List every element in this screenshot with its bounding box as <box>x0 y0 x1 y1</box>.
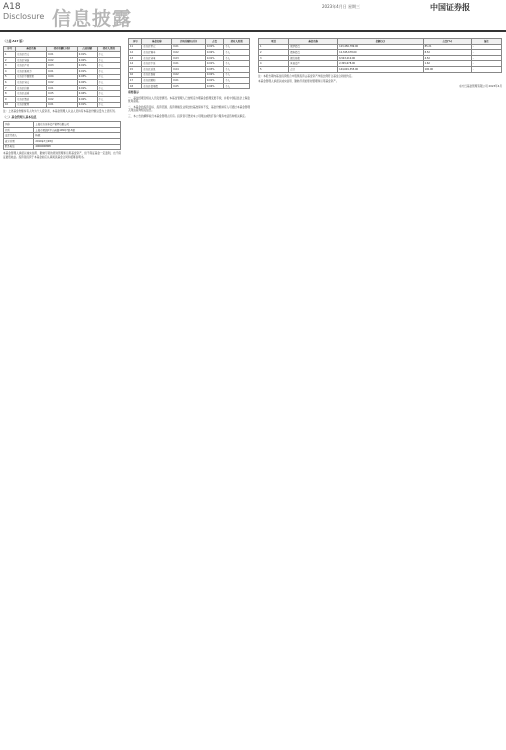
table-cell: 东方红睿玺 <box>142 55 172 61</box>
table-cell: 东方红恒元 <box>142 44 172 50</box>
table-cell: 4 <box>259 61 289 67</box>
left-holdings-table <box>3 46 121 109</box>
table-cell: 18 <box>129 83 142 89</box>
table-row <box>259 66 502 72</box>
table-cell: - <box>471 44 501 50</box>
table-cell: 法定代表人 <box>4 133 34 139</box>
table-cell: 东方红产业 <box>16 63 47 69</box>
table-header-cell: 占总份额 <box>77 46 97 52</box>
manager-info-label: （二）基金管理人基本信息 <box>3 114 37 119</box>
table-row <box>129 83 250 89</box>
table-cell: 14 <box>129 61 142 67</box>
right-note-1: 注：本报告期内基金投资组合中股票投资占基金资产净值比例符合基金合同的约定。 <box>258 74 354 78</box>
table-cell: 0.02 <box>172 50 206 56</box>
table-cell: 0.01% <box>77 52 97 58</box>
table-cell: 杨斌 <box>34 133 121 139</box>
table-cell: - <box>471 61 501 67</box>
table-row <box>4 144 121 150</box>
table-cell: 12 <box>129 50 142 56</box>
table-cell: 0.01% <box>77 85 97 91</box>
table-cell: 5 <box>4 74 16 80</box>
table-cell: 东方红品质 <box>16 91 47 97</box>
table-cell: 银行存款 <box>289 55 338 61</box>
table-cell: 2 <box>259 50 289 56</box>
table-cell: 东方红颐和 <box>142 78 172 84</box>
table-header-cell: 基金名称 <box>289 39 338 45</box>
left-column <box>3 38 121 161</box>
section-english-label: Disclosure <box>3 12 45 21</box>
right-note-2: 本基金管理人承诺以诚实信用、勤勉尽责的原则管理和运用基金资产。 <box>258 79 339 83</box>
table-cell: 0.03 <box>172 55 206 61</box>
table-cell: 个人 <box>224 50 250 56</box>
table-cell: 16 <box>129 72 142 78</box>
header-rule <box>0 30 506 32</box>
table-cell: 0.01% <box>77 102 97 108</box>
table-cell: 0.01% <box>205 61 223 67</box>
section-title: 信息披露 <box>52 8 133 30</box>
table-cell: 个人 <box>224 72 250 78</box>
table-cell: 1.62 <box>423 61 471 67</box>
manager-info-table <box>3 121 121 150</box>
table-cell: 2010年7月28日 <box>34 138 121 144</box>
table-cell: 0.04% <box>77 91 97 97</box>
table-cell: 0.02% <box>205 72 223 78</box>
table-cell: 1 <box>259 44 289 50</box>
table-header-cell: 序号 <box>129 39 142 45</box>
table-cell: 5 <box>259 66 289 72</box>
table-cell: 个人 <box>97 63 121 69</box>
portfolio-table <box>258 38 502 73</box>
table-cell: 东方红信用债 <box>142 83 172 89</box>
left-disclaimer: 本基金管理人承诺以诚实信用、勤勉尽责的原则管理和运用基金资产，但不保证基金一定盈利，也不保证最低收益。投资者投资于本基金前应认真阅读基金合同和招募说明书。 <box>3 152 121 159</box>
table-cell: 0.03% <box>205 66 223 72</box>
table-header-cell: 占比 <box>205 39 223 45</box>
table-cell: 东方红新动力 <box>16 68 47 74</box>
table-cell: 个人 <box>97 96 121 102</box>
table-cell: 个人 <box>97 102 121 108</box>
table-cell: 个人 <box>97 91 121 97</box>
table-cell: 个人 <box>97 85 121 91</box>
table-cell: 0.01 <box>172 44 206 50</box>
table-cell: 7 <box>4 85 16 91</box>
middle-column <box>128 38 250 120</box>
table-cell: 0.05 <box>47 91 78 97</box>
left-note: 注：上述基金份额持有人均为个人投资者，本基金管理人从业人员持有本基金份额总量为上表所列。 <box>3 110 118 114</box>
table-cell: 0.04% <box>205 83 223 89</box>
table-cell: - <box>471 50 501 56</box>
table-cell: 东方红价值 <box>16 85 47 91</box>
table-cell: 0.02% <box>205 50 223 56</box>
table-cell: 债券投资 <box>289 50 338 56</box>
table-cell: 11 <box>129 44 142 50</box>
table-cell: 17 <box>129 78 142 84</box>
table-row <box>4 102 121 108</box>
table-cell: 0.04 <box>172 66 206 72</box>
table-cell: 4009200808 <box>34 144 121 150</box>
table-header-cell: 持有份额(万份) <box>172 39 206 45</box>
table-cell: 合计 <box>289 66 338 72</box>
table-header-cell: 持有人类别 <box>97 46 121 52</box>
table-cell: 9 <box>4 96 16 102</box>
table-cell: - <box>471 55 501 61</box>
table-cell: 15 <box>129 66 142 72</box>
table-header-cell: 备注 <box>471 39 501 45</box>
table-cell: 东方红配置 <box>16 102 47 108</box>
table-cell: 100.00 <box>423 66 471 72</box>
table-header-cell: 基金名称 <box>142 39 172 45</box>
table-cell: 0.02% <box>77 96 97 102</box>
table-cell: 上海东方证券资产管理有限公司 <box>34 122 121 128</box>
table-cell: 个人 <box>224 44 250 50</box>
table-cell: 0.02 <box>47 57 78 63</box>
table-cell: 其他资产 <box>289 61 338 67</box>
table-cell: 0.03 <box>47 63 78 69</box>
table-cell: 个人 <box>224 78 250 84</box>
table-cell: 0.01 <box>47 68 78 74</box>
table-cell: 0.01 <box>172 61 206 67</box>
table-cell: 东方红创新 <box>142 72 172 78</box>
table-cell: 0.01% <box>205 78 223 84</box>
table-cell: 4.52 <box>423 55 471 61</box>
table-header-cell: 持有人类别 <box>224 39 250 45</box>
table-header-cell: 持有份额(万份) <box>47 46 78 52</box>
table-cell: 0.01 <box>172 78 206 84</box>
table-cell: 8 <box>4 91 16 97</box>
table-cell: 0.01% <box>205 44 223 50</box>
middle-paragraph-2: 二、本基金的投资目标、投资范围、投资策略及业绩比较基准保持不变，基金份额持有人可通过本基金管理人网站查询相关信息。 <box>128 105 250 113</box>
table-cell: 个人 <box>224 66 250 72</box>
table-cell: 85.21 <box>423 44 471 50</box>
table-header-cell: 占比(%) <box>423 39 471 45</box>
table-cell: 2,345,678.00 <box>338 61 424 67</box>
table-cell: 0.01% <box>77 68 97 74</box>
table-cell: 0.04 <box>47 74 78 80</box>
table-cell: 0.03% <box>77 74 97 80</box>
table-cell: 东方红睿元 <box>16 80 47 86</box>
table-cell: 成立日期 <box>4 138 34 144</box>
page-header <box>0 0 506 36</box>
table-cell: 144,691,355.00 <box>338 66 424 72</box>
table-cell: 东方红睿满 <box>16 57 47 63</box>
table-cell: 0.05 <box>172 83 206 89</box>
table-header-cell: 基金名称 <box>16 46 47 52</box>
table-cell: 个人 <box>97 74 121 80</box>
table-cell: 联系电话 <box>4 144 34 150</box>
middle-notice-label: 重要提示 <box>128 90 140 95</box>
table-cell: 2 <box>4 57 16 63</box>
table-cell: 个人 <box>224 61 250 67</box>
table-cell: 0.01 <box>47 102 78 108</box>
table-cell: 6 <box>4 80 16 86</box>
table-cell: 个人 <box>97 57 121 63</box>
table-cell: 股票投资 <box>289 44 338 50</box>
table-cell: 8.52 <box>423 50 471 56</box>
table-cell: 个人 <box>97 68 121 74</box>
middle-paragraph-3: 三、本公告的解释权归本基金管理人所有。投资者可登录本公司网站或拨打客户服务电话咨询相关事宜。 <box>128 114 248 118</box>
table-cell: 东方红锦丰 <box>142 50 172 56</box>
right-column <box>258 38 502 91</box>
table-header-cell: 项目 <box>259 39 289 45</box>
table-cell: 6,543,210.00 <box>338 55 424 61</box>
table-cell: 个人 <box>97 80 121 86</box>
table-cell: 东方红启元 <box>16 52 47 58</box>
table-cell: 0.01 <box>47 52 78 58</box>
table-cell: 4 <box>4 68 16 74</box>
table-cell: 1 <box>4 52 16 58</box>
table-cell: 东方红中证 <box>142 61 172 67</box>
left-table-title: （上接 A17 版） <box>3 39 25 43</box>
table-cell: 名称 <box>4 122 34 128</box>
table-cell: 0.02 <box>172 72 206 78</box>
section-code: A18 <box>3 2 21 12</box>
table-cell: 上海市黄浦区中山南路109号7层-8层 <box>34 127 121 133</box>
table-cell: 3 <box>4 63 16 69</box>
table-cell: 东方红远见 <box>142 66 172 72</box>
table-cell: 10 <box>4 102 16 108</box>
table-cell: 123,456,789.00 <box>338 44 424 50</box>
table-cell: 东方红智远 <box>16 96 47 102</box>
table-cell: 0.02% <box>77 80 97 86</box>
table-cell: - <box>471 66 501 72</box>
table-cell: 3 <box>259 55 289 61</box>
table-cell: 个人 <box>224 83 250 89</box>
newspaper-logo: 中国证券报 <box>430 2 470 12</box>
table-cell: 0.02 <box>47 80 78 86</box>
issue-date: 2023年4月日 星期三 <box>322 4 360 9</box>
table-cell: 0.01% <box>205 55 223 61</box>
table-cell: 0.02% <box>77 57 97 63</box>
table-cell: 个人 <box>224 55 250 61</box>
table-cell: 住所 <box>4 127 34 133</box>
table-cell: 12,345,678.00 <box>338 50 424 56</box>
table-header-cell: 金额(元) <box>338 39 424 45</box>
table-cell: 0.01% <box>77 63 97 69</box>
right-footer: 东方红基金管理有限公司 2023年4月 <box>459 85 502 89</box>
table-header-cell: 序号 <box>4 46 16 52</box>
table-cell: 东方红中国优势 <box>16 74 47 80</box>
table-cell: 0.02 <box>47 96 78 102</box>
table-cell: 0.01 <box>47 85 78 91</box>
table-cell: 个人 <box>97 52 121 58</box>
table-cell: 13 <box>129 55 142 61</box>
middle-paragraph-1: 一、基金经理及相关人员变更情况。本基金管理人已按规定办理基金经理变更手续，并报中国证监会上海监管局备案。 <box>128 96 250 104</box>
middle-holdings-table <box>128 38 250 89</box>
